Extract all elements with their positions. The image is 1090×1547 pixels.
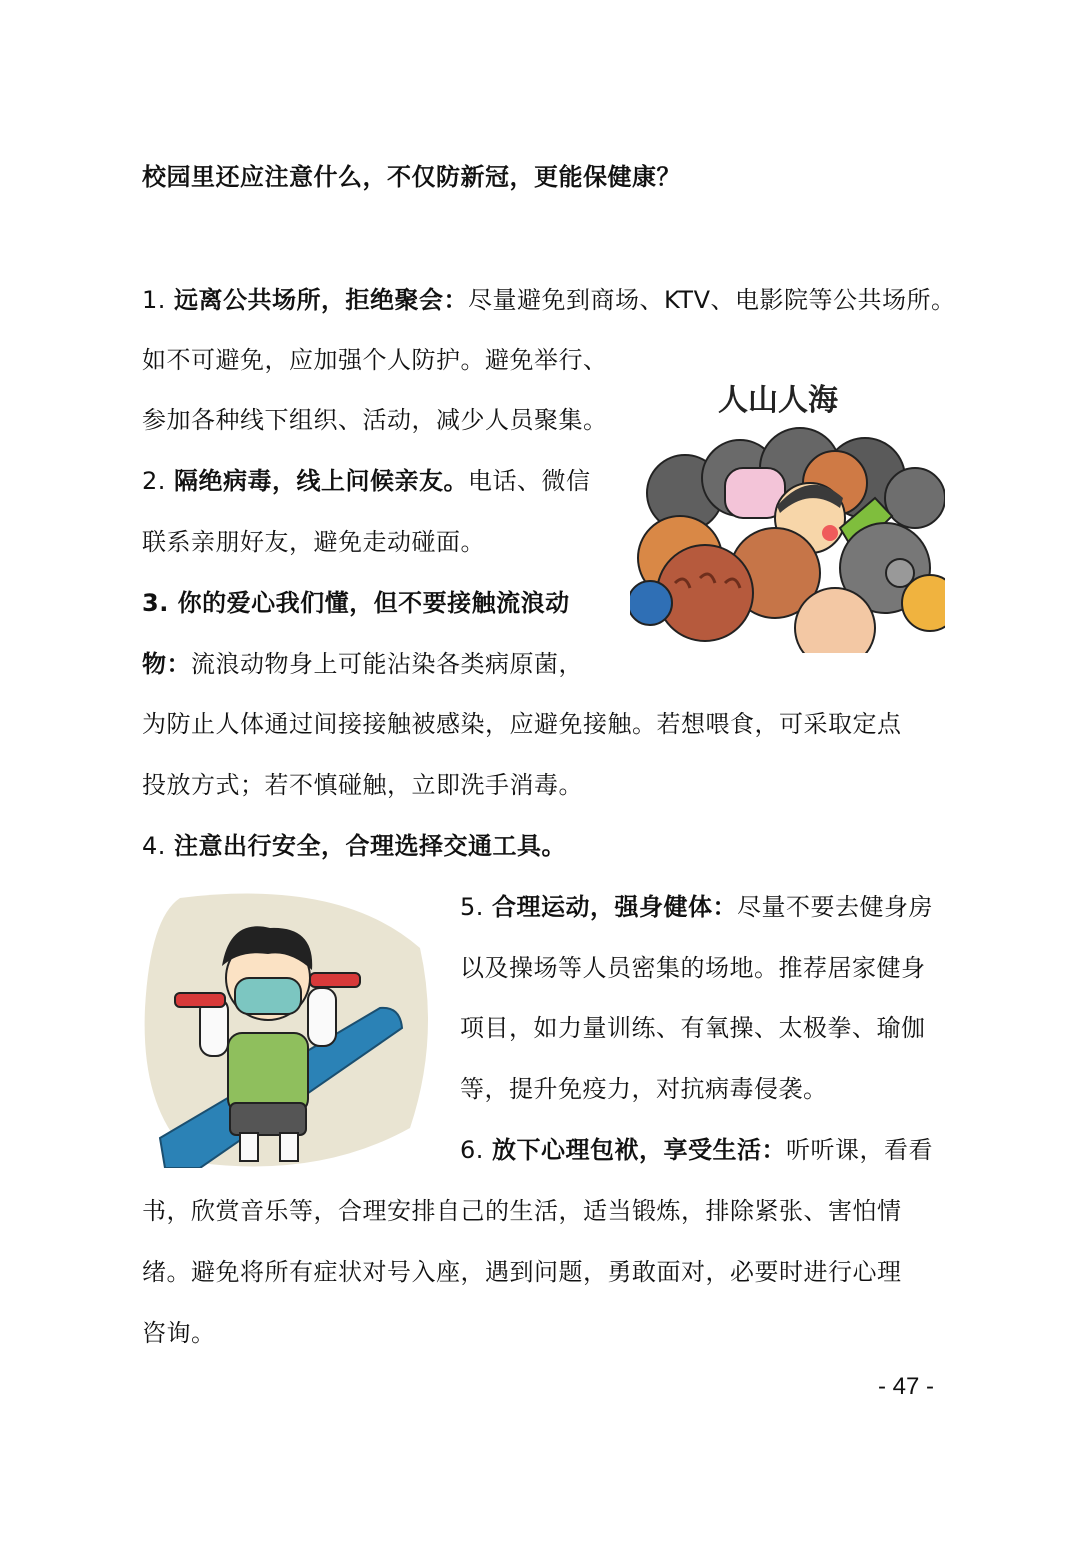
item-2-text-a: 电话、微信 (468, 467, 591, 495)
item-3-text-c: 投放方式；若不慎碰触，立即洗手消毒。 (142, 771, 583, 799)
item-5-number: 5. (460, 893, 484, 921)
item-6-text-b: 书，欣赏音乐等，合理安排自己的生活，适当锻炼，排除紧张、害怕情 (142, 1197, 902, 1225)
item-1-line-1 (142, 283, 956, 317)
item-2-number: 2. (142, 467, 166, 495)
item-5-text-d: 等，提升免疫力，对抗病毒侵袭。 (460, 1075, 828, 1103)
item-3-text-a: 流浪动物身上可能沾染各类病原菌， (191, 650, 583, 678)
item-1-text-a: 尽量避免到商场、KTV、电影院等公共场所。 (468, 286, 956, 314)
item-6-text-c: 绪。避免将所有症状对号入座，遇到问题，勇敢面对，必要时进行心理 (142, 1258, 902, 1286)
item-1-text-b: 如不可避免，应加强个人防护。避免举行、 (142, 346, 608, 374)
item-5-text-b: 以及操场等人员密集的场地。推荐居家健身 (460, 954, 926, 982)
item-6-title: 放下心理包袱，享受生活： (492, 1136, 787, 1164)
item-6-number: 6. (460, 1136, 484, 1164)
item-2-line-1 (142, 464, 591, 498)
item-6-text-a: 听听课，看看 (786, 1136, 934, 1164)
item-3-line-2 (142, 647, 583, 681)
item-1-number: 1. (142, 286, 166, 314)
crowd-illustration (630, 368, 945, 653)
workout-illustration (140, 888, 438, 1168)
item-6-text-d: 咨询。 (142, 1319, 216, 1347)
page-heading: 校园里还应注意什么，不仅防新冠，更能保健康？ (142, 163, 681, 191)
item-1-title: 远离公共场所，拒绝聚会： (174, 286, 469, 314)
item-4-title: 注意出行安全，合理选择交通工具。 (174, 832, 567, 860)
item-2-title: 隔绝病毒，线上问候亲友。 (174, 467, 469, 495)
item-3-title-a: 3. 你的爱心我们懂，但不要接触流浪动 (142, 589, 570, 617)
crowd-drawing (630, 368, 945, 653)
item-5-text-c: 项目，如力量训练、有氧操、太极拳、瑜伽 (460, 1014, 926, 1042)
item-6-line-1 (460, 1133, 933, 1167)
workout-drawing (140, 888, 438, 1168)
item-3-text-b: 为防止人体通过间接接触被感染，应避免接触。若想喂食，可采取定点 (142, 710, 902, 738)
item-2-text-b: 联系亲朋好友，避免走动碰面。 (142, 528, 485, 556)
crowd-caption: 人山人海 (718, 383, 838, 418)
item-1-text-c: 参加各种线下组织、活动，减少人员聚集。 (142, 406, 608, 434)
item-4-line (142, 829, 566, 863)
item-3-title-b: 物： (142, 650, 191, 678)
page-number: - 47 - (878, 1373, 935, 1400)
item-5-text-a: 尽量不要去健身房 (737, 893, 934, 921)
item-5-title: 合理运动，强身健体： (492, 893, 738, 921)
item-5-line-1 (460, 890, 933, 924)
item-4-number: 4. (142, 832, 166, 860)
